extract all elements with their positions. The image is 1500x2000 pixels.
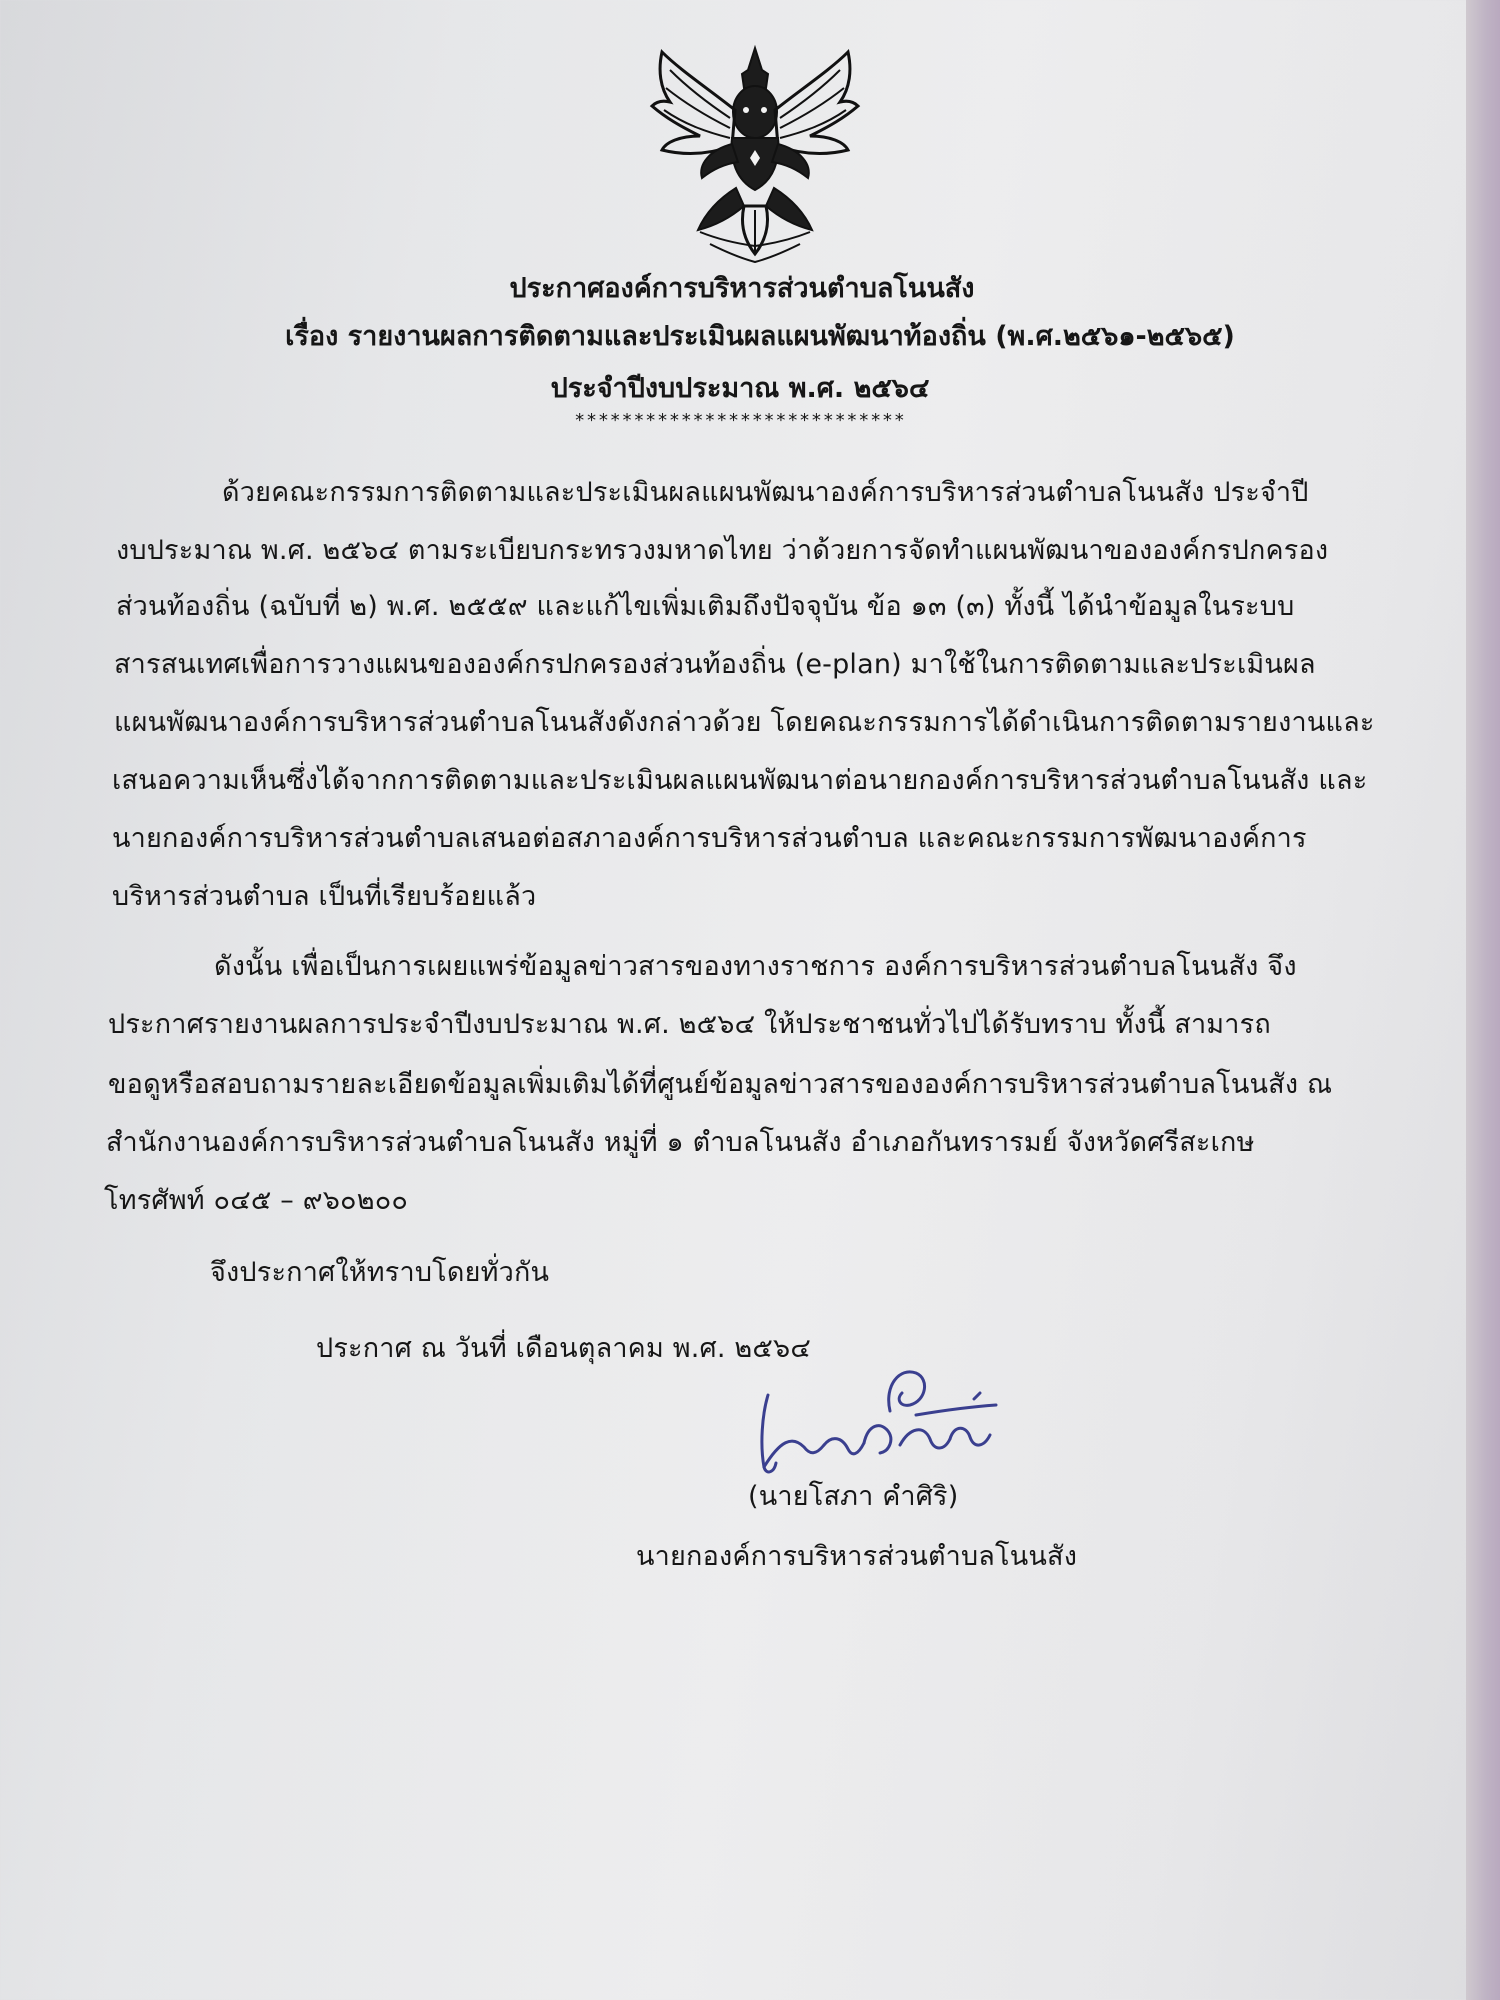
garuda-emblem-icon <box>640 40 870 270</box>
closing-statement: จึงประกาศให้ทราบโดยทั่วกัน <box>210 1257 550 1288</box>
paragraph1-line: ส่วนท้องถิ่น (ฉบับที่ ๒) พ.ศ. ๒๕๕๙ และแก้ไขเพิ่มเติมถึงปัจจุบัน ข้อ ๑๓ (๓) ทั้งนี้ ได้นำข้อมูลในระบบ <box>116 591 1295 622</box>
paragraph1-line: สารสนเทศเพื่อการวางแผนขององค์กรปกครองส่วนท้องถิ่น (e-plan) มาใช้ในการติดตามและประเมินผล <box>114 649 1316 680</box>
paragraph1-line: เสนอความเห็นซึ่งได้จากการติดตามและประเมินผลแผนพัฒนาต่อนายกองค์การบริหารส่วนตำบลโนนสัง และ <box>112 765 1368 796</box>
announcement-title: ประกาศองค์การบริหารส่วนตำบลโนนสัง <box>509 273 975 304</box>
signer-name: (นายโสภา คำศิริ) <box>748 1481 959 1512</box>
paragraph2-line: ประกาศรายงานผลการประจำปีงบประมาณ พ.ศ. ๒๕๖๔ ให้ประชาชนทั่วไปได้รับทราบ ทั้งนี้ สามารถ <box>108 1009 1271 1040</box>
handwritten-signature <box>740 1355 1010 1485</box>
paragraph1-line: แผนพัฒนาองค์การบริหารส่วนตำบลโนนสังดังกล่าวด้วย โดยคณะกรรมการได้ดำเนินการติดตามรายงานและ <box>114 707 1375 738</box>
paragraph2-line: สำนักงานองค์การบริหารส่วนตำบลโนนสัง หมู่ที่ ๑ ตำบลโนนสัง อำเภอกันทรารมย์ จังหวัดศรีสะเกษ <box>106 1127 1255 1158</box>
signer-title: นายกองค์การบริหารส่วนตำบลโนนสัง <box>636 1541 1078 1572</box>
paragraph2-line: ขอดูหรือสอบถามรายละเอียดข้อมูลเพิ่มเติมได้ที่ศูนย์ข้อมูลข่าวสารขององค์การบริหารส่วนตำบลโนนสัง ณ <box>108 1069 1333 1100</box>
paragraph2-line: ดังนั้น เพื่อเป็นการเผยแพร่ข้อมูลข่าวสารของทางราชการ องค์การบริหารส่วนตำบลโนนสัง จึง <box>214 951 1297 982</box>
fiscal-year-line: ประจำปีงบประมาณ พ.ศ. ๒๕๖๔ <box>550 373 930 404</box>
paragraph1-line: บริหารส่วนตำบล เป็นที่เรียบร้อยแล้ว <box>112 881 537 912</box>
paragraph2-line: โทรศัพท์ ๐๔๕ – ๙๖๐๒๐๐ <box>104 1185 409 1216</box>
announcement-subject: เรื่อง รายงานผลการติดตามและประเมินผลแผนพัฒนาท้องถิ่น (พ.ศ.๒๕๖๑-๒๕๖๕) <box>285 321 1235 352</box>
announcement-date: ประกาศ ณ วันที่ เดือนตุลาคม พ.ศ. ๒๕๖๔ <box>316 1333 812 1364</box>
paragraph1-line: ด้วยคณะกรรมการติดตามและประเมินผลแผนพัฒนาองค์การบริหารส่วนตำบลโนนสัง ประจำปี <box>222 477 1309 508</box>
paragraph1-line: นายกองค์การบริหารส่วนตำบลเสนอต่อสภาองค์การบริหารส่วนตำบล และคณะกรรมการพัฒนาองค์การ <box>112 823 1307 854</box>
separator-stars: **************************** <box>574 410 906 431</box>
paragraph1-line: งบประมาณ พ.ศ. ๒๕๖๔ ตามระเบียบกระทรวงมหาดไทย ว่าด้วยการจัดทำแผนพัฒนาขององค์กรปกครอง <box>116 535 1329 566</box>
